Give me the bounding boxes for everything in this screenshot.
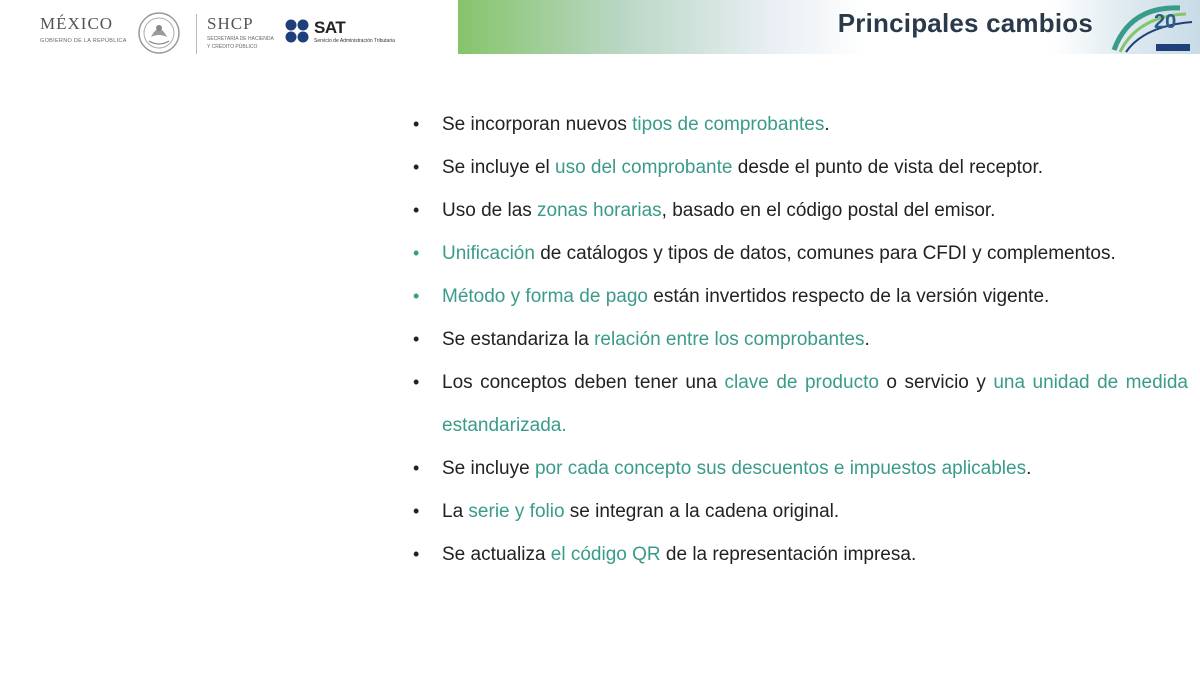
header (0, 0, 1200, 70)
highlighted-text: serie y folio (468, 501, 565, 522)
list-item-text (442, 544, 916, 565)
list-item-text (442, 458, 1031, 479)
list-item (413, 189, 1188, 232)
highlighted-text: uso del comprobante (555, 157, 733, 178)
sat-logo (284, 18, 424, 48)
list-item (413, 490, 1188, 533)
bullet-icon: • (413, 286, 420, 306)
list-item (413, 318, 1188, 361)
body-text: Uso de las (442, 200, 538, 221)
highlighted-text: por cada concepto sus descuentos e impuestos aplicables (534, 458, 1027, 479)
mexico-logo-text: MÉXICO (40, 14, 114, 33)
national-seal-icon (137, 11, 181, 55)
body-text: Se incluye el (442, 157, 556, 178)
list-item-text (442, 114, 830, 135)
bullet-icon: • (413, 458, 420, 478)
body-text: Se incluye (442, 458, 535, 479)
shcp-logo-text: SHCP (207, 14, 254, 33)
highlighted-text: zonas horarias (537, 200, 662, 221)
list-item (413, 146, 1188, 189)
sat-dots-icon (284, 18, 310, 44)
highlighted-text: Unificación (442, 243, 535, 264)
body-text: desde el punto de vista del receptor. (732, 157, 1044, 178)
body-text: se integran a la cadena original. (564, 501, 840, 522)
highlighted-text: relación entre los comprobantes (594, 329, 865, 350)
list-item-text (442, 372, 1188, 436)
body-text: de la representación impresa. (660, 544, 917, 565)
list-item-text (442, 243, 1116, 264)
list-item-text (442, 157, 1043, 178)
sat-logo-subtitle: Servicio de Administración Tributaria (314, 38, 395, 44)
highlighted-text: Método y forma de pago (442, 286, 648, 307)
shcp-logo-subtitle-2: Y CRÉDITO PÚBLICO (207, 44, 258, 50)
body-text: Se estandariza la (442, 329, 595, 350)
body-text: . (864, 329, 870, 350)
list-item (413, 232, 1188, 275)
title-banner (458, 0, 1200, 54)
shcp-logo (196, 14, 276, 54)
shcp-logo-subtitle-1: SECRETARÍA DE HACIENDA (207, 36, 274, 42)
list-item (413, 103, 1188, 146)
svg-text:20: 20 (1154, 11, 1177, 33)
bullet-icon: • (413, 114, 420, 134)
bullet-icon: • (413, 200, 420, 220)
highlighted-text: el código QR (550, 544, 661, 565)
body-text: de catálogos y tipos de datos, comunes para CFDI y complementos. (534, 243, 1116, 264)
list-item-text (442, 286, 1049, 307)
body-text: . (1026, 458, 1032, 479)
list-item-text (442, 501, 839, 522)
highlighted-text: clave de producto (724, 372, 879, 393)
list-item (413, 447, 1188, 490)
bullet-icon: • (413, 372, 420, 392)
body-text: están invertidos respecto de la versión vigente. (647, 286, 1050, 307)
sat-logo-text: SAT (314, 18, 346, 37)
body-text: , basado en el código postal del emisor. (661, 200, 996, 221)
bullet-icon: • (413, 501, 420, 521)
list-item-text (442, 200, 995, 221)
page-title: Principales cambios (837, 8, 1093, 38)
highlighted-text: tipos de comprobantes (632, 114, 825, 135)
anniversary-badge-icon (1110, 2, 1198, 54)
bullet-icon: • (413, 157, 420, 177)
body-text: Los conceptos deben tener una (442, 372, 725, 393)
bullet-icon: • (413, 329, 420, 349)
list-item (413, 275, 1188, 318)
mexico-logo (40, 14, 127, 50)
list-item (413, 361, 1188, 447)
body-text: Se actualiza (442, 544, 551, 565)
body-text: Se incorporan nuevos (442, 114, 633, 135)
body-text: o servicio y (878, 372, 994, 393)
body-text: . (824, 114, 830, 135)
highlighted-text: una unidad de medida estandarizada. (442, 372, 1189, 436)
list-item-text (442, 329, 870, 350)
bullet-icon: • (413, 544, 420, 564)
changes-list (413, 103, 1188, 576)
mexico-logo-subtitle: GOBIERNO DE LA REPÚBLICA (40, 38, 127, 44)
list-item (413, 533, 1188, 576)
bullet-icon: • (413, 243, 420, 263)
body-text: La (442, 501, 469, 522)
